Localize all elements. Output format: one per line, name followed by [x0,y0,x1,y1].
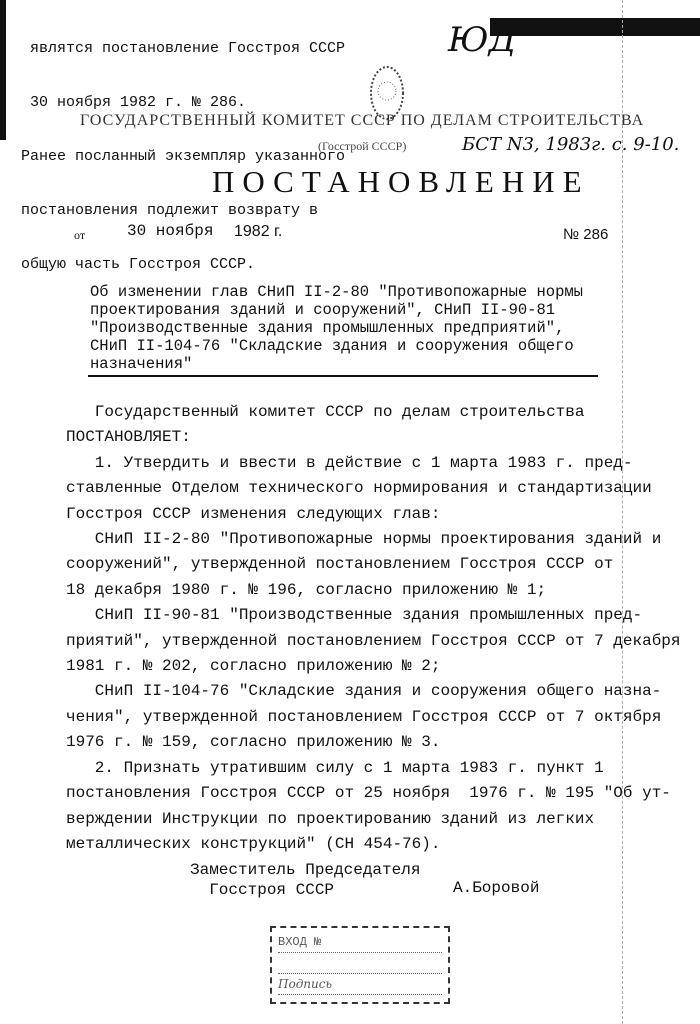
date-prefix: от [74,228,86,242]
body-line: СНиП II-104-76 "Складские здания и сооружения общего назна- [66,682,662,701]
handwritten-reference: БСТ N3, 1983г. с. 9-10. [462,134,680,155]
note-line: 30 ноября 1982 г. № 286. [12,94,247,111]
body-line: СНиП II-2-80 "Противопожарные нормы проектирования зданий и [66,530,662,549]
date-year: 1982 г. [234,223,283,240]
subject-underline [88,375,598,377]
body-line: Государственный комитет СССР по делам строительства [66,403,585,421]
stamp-date-line [278,953,442,974]
signatory-name: А.Боровой [453,879,540,897]
body-line: 1. Утвердить и ввести в действие с 1 марта 1983 г. пред- [66,453,633,472]
body-line: сооружений", утвержденной постановлением Госстроя СССР от [66,555,614,574]
body-line: ставленные Отделом технического нормирования и стандартизации [66,479,652,498]
handwritten-mark: ЮД [448,20,517,60]
committee-name: ГОСУДАРСТВЕННЫЙ КОМИТЕТ СССР ПО ДЕЛАМ СТРОИТЕЛЬСТВА [80,112,645,129]
document-title: ПОСТАНОВЛЕНИЕ [212,164,590,199]
stamp-signature-line: Подпись [278,974,442,995]
scan-artifact [490,18,700,36]
note-line: являтся постановление Госстроя СССР [12,40,346,57]
stamp-incoming-number: ВХОД № [278,932,442,953]
body-line: Госстроя СССР изменения следующих глав: [66,504,441,523]
body-line: чения", утвержденной постановлением Госстроя СССР от 7 октября [66,707,662,726]
body-line: СНиП II-90-81 "Производственные здания промышленных пред- [66,606,643,625]
scan-edge [0,0,6,140]
note-line: общую часть Госстроя СССР. [12,256,256,273]
incoming-stamp [270,926,450,1004]
body-line: верждении Инструкции по проектированию зданий из легких [66,809,595,828]
signatory-position: Заместитель Председателя Госстроя СССР [190,861,421,899]
document-number: № 286 [563,226,609,243]
body-text [66,400,686,857]
body-line: металлических конструкций" (СН 454-76). [66,834,441,853]
body-line: 1981 г. № 202, согласно приложению № 2; [66,657,441,676]
body-line: 2. Признать утратившим силу с 1 марта 1983 г. пункт 1 [66,758,604,777]
note-line: постановления подлежит возврату в [12,202,319,219]
header-note [12,4,345,292]
committee-abbrev: (Госстрой СССР) [318,139,407,153]
subject: Об изменении глав СНиП II-2-80 "Противопожарные нормы проектирования зданий и сооружений", СНиП II-90-81 "Производственные здания промышленных предприятий", СНиП II-104-76 "Складские здания и сооружения общего назначения" [90,283,583,373]
body-line: постановления Госстроя СССР от 25 ноября 1976 г. № 195 "Об ут- [66,784,671,803]
body-line: ПОСТАНОВЛЯЕТ: [66,428,191,447]
note-line: Ранее посланный экземпляр указанного [12,148,346,165]
date-day-month: 30 ноября [127,222,214,240]
body-line: 18 декабря 1980 г. № 196, согласно приложению № 1; [66,580,547,599]
body-line: 1976 г. № 159, согласно приложению № 3. [66,733,441,752]
body-line: приятий", утвержденной постановлением Госстроя СССР от 7 декабря [66,631,681,650]
